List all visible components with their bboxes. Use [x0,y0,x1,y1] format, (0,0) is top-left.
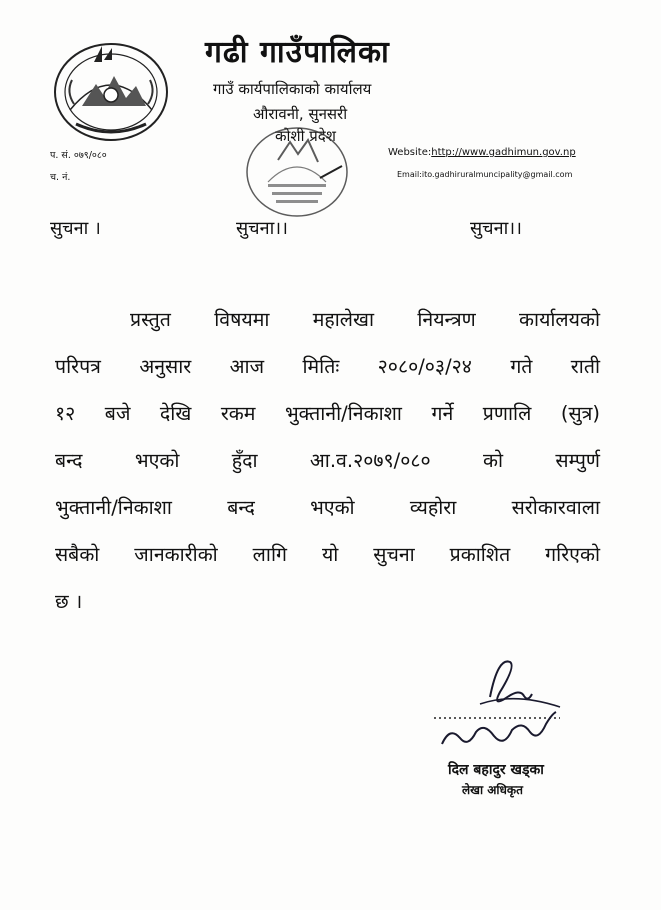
office-title: गढी गाउँपालिका [205,35,390,70]
website-line [388,147,576,158]
dispatch-number: च. नं. [50,172,71,183]
nepal-emblem-icon [52,40,170,142]
notice-heading-left: सुचना । [50,218,101,239]
notice-line: बन्द भएको हुँदा आ.व.२०७९/०८० को सम्पुर्ण [55,449,600,472]
handwritten-signature-icon [420,652,590,762]
notice-line: छ । [55,590,83,613]
notice-body [55,296,600,625]
email-line: Email:ito.gadhiruralmuncipality@gmail.com [397,170,573,179]
notice-line: भुक्तानी/निकाशा बन्द भएको व्यहोरा सरोकारवाला [55,496,600,519]
reference-number: प. सं. ०७९/०८० [50,150,107,161]
notice-line: परिपत्र अनुसार आज मितिः २०८०/०३/२४ गते राती [55,355,600,378]
signatory-name: दिल बहादुर खड्का [448,762,544,778]
office-province: कोशी प्रदेश [275,127,336,145]
office-subtitle: गाउँ कार्यपालिकाको कार्यालय [213,80,372,98]
notice-line: सबैको जानकारीको लागि यो सुचना प्रकाशित गरिएको [55,543,600,566]
website-link[interactable]: http://www.gadhimun.gov.np [431,147,576,158]
website-label: Website: [388,147,432,158]
office-address: औरावनी, सुनसरी [253,105,348,123]
notice-heading-right: सुचना।। [470,218,522,239]
signatory-title: लेखा अधिकृत [462,783,523,797]
notice-heading-center: सुचना।। [236,218,288,239]
notice-line: १२ बजे देखि रकम भुक्तानी/निकाशा गर्ने प्रणालि (सुत्र) [55,402,600,425]
notice-line: प्रस्तुत विषयमा महालेखा नियन्त्रण कार्यालयको [130,308,600,331]
